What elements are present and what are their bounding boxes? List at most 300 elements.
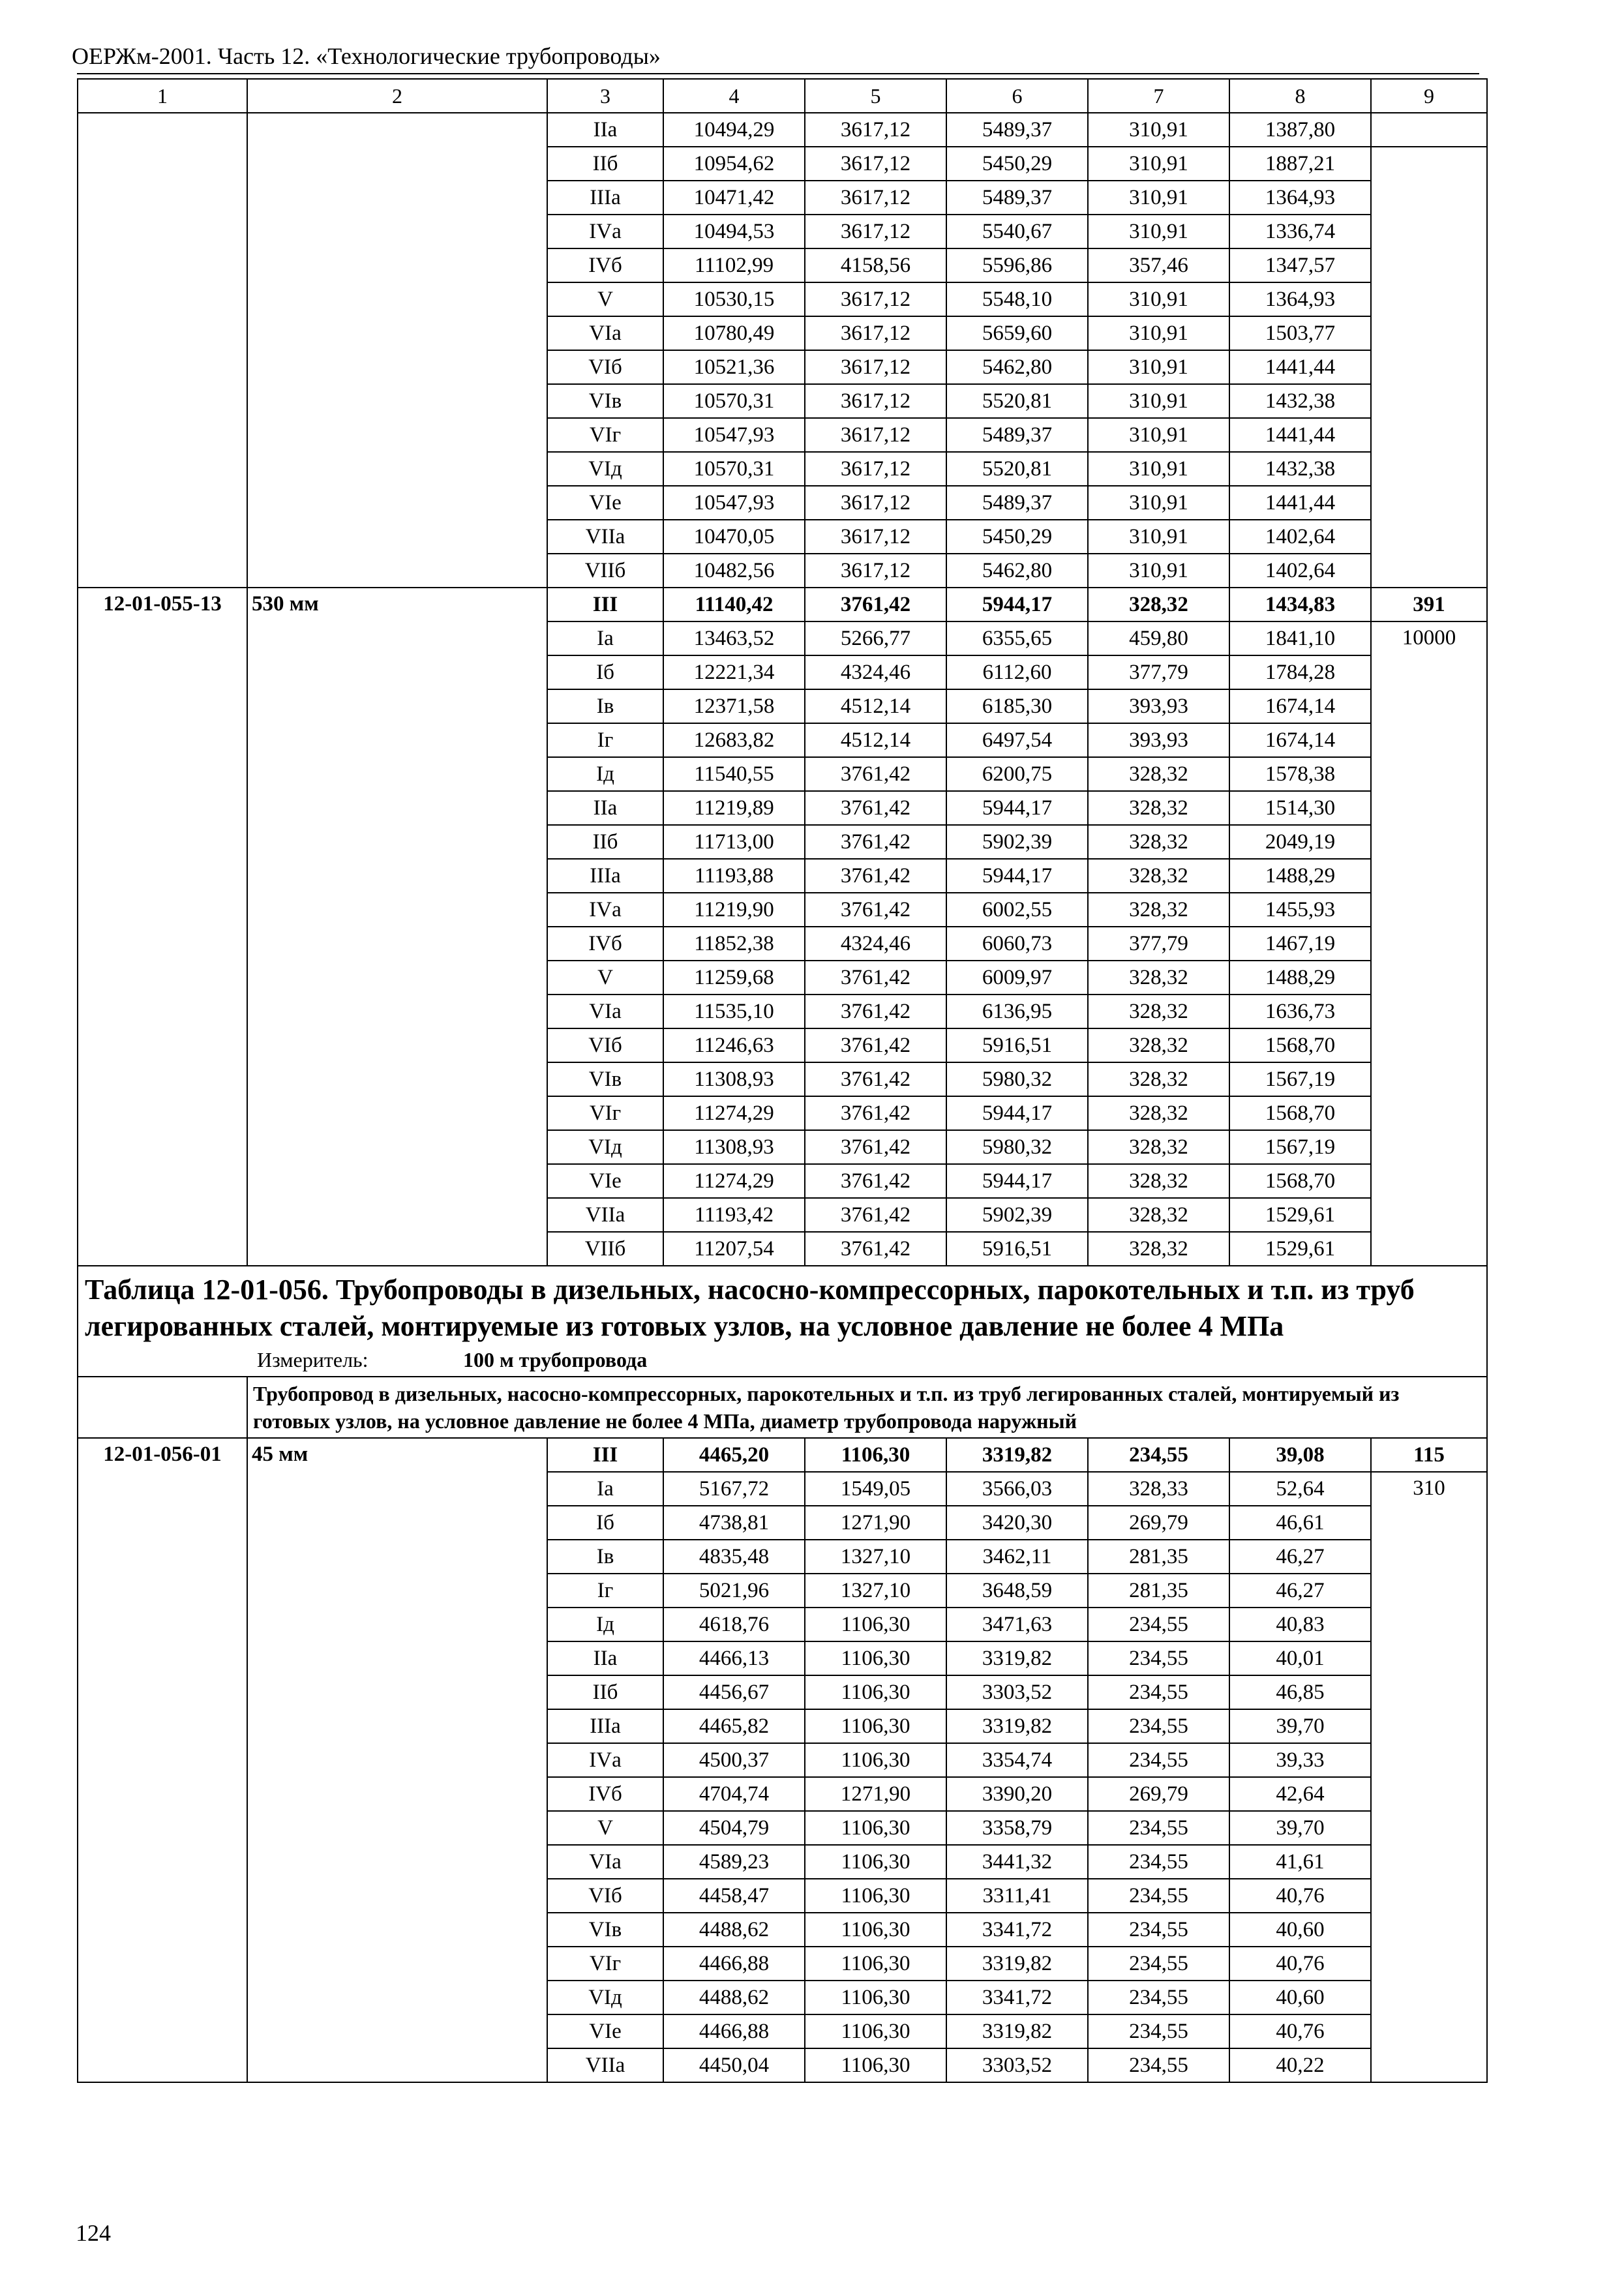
value-cell: 5944,17 <box>946 791 1088 825</box>
zone-cell: VIа <box>547 995 663 1028</box>
value-cell: 310,91 <box>1088 520 1229 554</box>
zone-cell: IVа <box>547 215 663 248</box>
value-cell: 6136,95 <box>946 995 1088 1028</box>
zone-cell: VIа <box>547 1845 663 1879</box>
value-cell: 4589,23 <box>663 1845 805 1879</box>
value-cell: 5520,81 <box>946 384 1088 418</box>
value-cell: 1434,83 <box>1229 588 1371 621</box>
value-cell: 40,76 <box>1229 1947 1371 1981</box>
value-cell: 39,08 <box>1229 1438 1371 1472</box>
value-cell: 234,55 <box>1088 1845 1229 1879</box>
zone-cell: Iд <box>547 757 663 791</box>
value-cell: 1106,30 <box>805 1879 946 1913</box>
value-cell: 41,61 <box>1229 1845 1371 1879</box>
value-cell: 5659,60 <box>946 316 1088 350</box>
value-cell: 3617,12 <box>805 418 946 452</box>
value-cell: 5540,67 <box>946 215 1088 248</box>
value-cell: 1441,44 <box>1229 486 1371 520</box>
value-cell: 11207,54 <box>663 1232 805 1266</box>
zone-cell: Iв <box>547 1540 663 1574</box>
zone-cell: IIIа <box>547 181 663 215</box>
table-row <box>78 1438 1487 1472</box>
zone-cell: VIIб <box>547 554 663 588</box>
value-cell: 6060,73 <box>946 927 1088 961</box>
value-cell: 1106,30 <box>805 1811 946 1845</box>
value-cell: 328,32 <box>1088 1130 1229 1164</box>
column-number: 9 <box>1371 79 1487 113</box>
value-cell: 3617,12 <box>805 554 946 588</box>
value-cell: 10547,93 <box>663 486 805 520</box>
value-cell: 11219,89 <box>663 791 805 825</box>
value-cell: 4618,76 <box>663 1608 805 1641</box>
unit-value: 100 м трубопровода <box>463 1348 648 1371</box>
value-cell: 3761,42 <box>805 757 946 791</box>
value-cell: 234,55 <box>1088 1981 1229 2014</box>
zone-cell: Iа <box>547 621 663 655</box>
value-cell: 1636,73 <box>1229 995 1371 1028</box>
zone-cell: VIе <box>547 1164 663 1198</box>
value-cell: 310,91 <box>1088 147 1229 181</box>
value-cell: 310,91 <box>1088 418 1229 452</box>
value-cell: 1674,14 <box>1229 723 1371 757</box>
value-cell: 40,01 <box>1229 1641 1371 1675</box>
value-cell: 328,32 <box>1088 791 1229 825</box>
value-cell: 4504,79 <box>663 1811 805 1845</box>
value-cell: 234,55 <box>1088 2014 1229 2048</box>
value-cell: 11259,68 <box>663 961 805 995</box>
value-cell: 3617,12 <box>805 113 946 147</box>
zone-cell: IIб <box>547 147 663 181</box>
value-cell: 1514,30 <box>1229 791 1371 825</box>
value-cell: 328,32 <box>1088 825 1229 859</box>
value-cell: 10570,31 <box>663 384 805 418</box>
value-cell: 459,80 <box>1088 621 1229 655</box>
value-cell: 5902,39 <box>946 825 1088 859</box>
value-cell: 39,70 <box>1229 1709 1371 1743</box>
zone-cell: IIIа <box>547 1709 663 1743</box>
value-cell: 10494,53 <box>663 215 805 248</box>
value-cell: 46,27 <box>1229 1540 1371 1574</box>
zone-cell: IIа <box>547 1641 663 1675</box>
value-cell: 234,55 <box>1088 1913 1229 1947</box>
value-cell: 1106,30 <box>805 1675 946 1709</box>
zone-cell: VIд <box>547 452 663 486</box>
value-cell: 3761,42 <box>805 791 946 825</box>
value-cell: 10471,42 <box>663 181 805 215</box>
zone-cell: VIб <box>547 1028 663 1062</box>
value-cell: 1488,29 <box>1229 859 1371 893</box>
value-cell: 3648,59 <box>946 1574 1088 1608</box>
value-cell: 4704,74 <box>663 1777 805 1811</box>
zone-cell: Iг <box>547 723 663 757</box>
value-cell: 40,76 <box>1229 2014 1371 2048</box>
value-cell: 4324,46 <box>805 927 946 961</box>
value-cell: 310,91 <box>1088 181 1229 215</box>
value-cell: 5548,10 <box>946 282 1088 316</box>
value-cell: 3761,42 <box>805 1062 946 1096</box>
value-cell: 6002,55 <box>946 893 1088 927</box>
value-cell: 1402,64 <box>1229 520 1371 554</box>
value-cell: 3761,42 <box>805 1096 946 1130</box>
extra-cell <box>1371 147 1487 588</box>
extra-cell <box>1371 113 1487 147</box>
column-number: 5 <box>805 79 946 113</box>
value-cell: 1432,38 <box>1229 452 1371 486</box>
value-cell: 1529,61 <box>1229 1198 1371 1232</box>
zone-cell: VIIа <box>547 2048 663 2082</box>
column-number: 3 <box>547 79 663 113</box>
value-cell: 269,79 <box>1088 1777 1229 1811</box>
value-cell: 234,55 <box>1088 1743 1229 1777</box>
zone-cell: VIд <box>547 1130 663 1164</box>
value-cell: 1567,19 <box>1229 1130 1371 1164</box>
zone-cell: V <box>547 282 663 316</box>
column-number: 2 <box>247 79 547 113</box>
value-cell: 3358,79 <box>946 1811 1088 1845</box>
value-cell: 3341,72 <box>946 1913 1088 1947</box>
value-cell: 1106,30 <box>805 1981 946 2014</box>
value-cell: 10954,62 <box>663 147 805 181</box>
zone-cell: IVа <box>547 1743 663 1777</box>
value-cell: 234,55 <box>1088 1675 1229 1709</box>
table-caption <box>78 1266 1487 1377</box>
value-cell: 4500,37 <box>663 1743 805 1777</box>
zone-cell: Iв <box>547 689 663 723</box>
value-cell: 4835,48 <box>663 1540 805 1574</box>
value-cell: 12371,58 <box>663 689 805 723</box>
value-cell: 5266,77 <box>805 621 946 655</box>
zone-cell: VIг <box>547 1096 663 1130</box>
zone-cell: VIб <box>547 1879 663 1913</box>
value-cell: 4466,88 <box>663 2014 805 2048</box>
value-cell: 52,64 <box>1229 1472 1371 1506</box>
value-cell: 46,85 <box>1229 1675 1371 1709</box>
value-cell: 328,32 <box>1088 1232 1229 1266</box>
value-cell: 1455,93 <box>1229 893 1371 927</box>
value-cell: 3761,42 <box>805 1232 946 1266</box>
value-cell: 4456,67 <box>663 1675 805 1709</box>
value-cell: 234,55 <box>1088 1709 1229 1743</box>
value-cell: 1106,30 <box>805 1438 946 1472</box>
value-cell: 5489,37 <box>946 486 1088 520</box>
extra-cell: 391 <box>1371 588 1487 621</box>
value-cell: 11246,63 <box>663 1028 805 1062</box>
value-cell: 5489,37 <box>946 181 1088 215</box>
value-cell: 4488,62 <box>663 1981 805 2014</box>
value-cell: 1488,29 <box>1229 961 1371 995</box>
value-cell: 1106,30 <box>805 2014 946 2048</box>
value-cell: 10547,93 <box>663 418 805 452</box>
zone-cell: III <box>547 1438 663 1472</box>
value-cell: 4465,20 <box>663 1438 805 1472</box>
value-cell: 3761,42 <box>805 588 946 621</box>
value-cell: 5944,17 <box>946 1164 1088 1198</box>
value-cell: 42,64 <box>1229 1777 1371 1811</box>
header-rule <box>77 73 1479 74</box>
value-cell: 328,32 <box>1088 1028 1229 1062</box>
value-cell: 328,32 <box>1088 961 1229 995</box>
value-cell: 4488,62 <box>663 1913 805 1947</box>
value-cell: 1441,44 <box>1229 418 1371 452</box>
value-cell: 5980,32 <box>946 1062 1088 1096</box>
value-cell: 3566,03 <box>946 1472 1088 1506</box>
value-cell: 5489,37 <box>946 418 1088 452</box>
value-cell: 40,83 <box>1229 1608 1371 1641</box>
value-cell: 3462,11 <box>946 1540 1088 1574</box>
value-cell: 1387,80 <box>1229 113 1371 147</box>
value-cell: 234,55 <box>1088 1947 1229 1981</box>
extra-cell: 115 <box>1371 1438 1487 1472</box>
value-cell: 1364,93 <box>1229 181 1371 215</box>
value-cell: 1106,30 <box>805 1608 946 1641</box>
value-cell: 393,93 <box>1088 723 1229 757</box>
value-cell: 3354,74 <box>946 1743 1088 1777</box>
zone-cell: VIд <box>547 1981 663 2014</box>
zone-cell: VIе <box>547 486 663 520</box>
unit-label: Измеритель: <box>257 1348 368 1371</box>
value-cell: 5489,37 <box>946 113 1088 147</box>
pipe-diameter: 530 мм <box>247 588 547 1266</box>
value-cell: 328,32 <box>1088 1096 1229 1130</box>
unit-line <box>85 1346 1480 1373</box>
value-cell: 328,32 <box>1088 1198 1229 1232</box>
value-cell: 11540,55 <box>663 757 805 791</box>
value-cell: 39,33 <box>1229 1743 1371 1777</box>
value-cell: 310,91 <box>1088 113 1229 147</box>
value-cell: 39,70 <box>1229 1811 1371 1845</box>
value-cell: 3617,12 <box>805 282 946 316</box>
value-cell: 3617,12 <box>805 147 946 181</box>
value-cell: 310,91 <box>1088 452 1229 486</box>
zone-cell: VIв <box>547 1913 663 1947</box>
value-cell: 3761,42 <box>805 859 946 893</box>
value-cell: 10530,15 <box>663 282 805 316</box>
value-cell: 3761,42 <box>805 1130 946 1164</box>
value-cell: 1674,14 <box>1229 689 1371 723</box>
value-cell: 4466,13 <box>663 1641 805 1675</box>
table-title: Таблица 12-01-056. Трубопроводы в дизельных, насосно-компрессорных, парокотельных и т.п. из труб легированных сталей, монтируемые из готовых узлов, на условное давление не более 4 МПа <box>85 1274 1415 1342</box>
value-cell: 5167,72 <box>663 1472 805 1506</box>
value-cell: 1568,70 <box>1229 1096 1371 1130</box>
page-number: 124 <box>76 2220 111 2246</box>
value-cell: 328,32 <box>1088 1062 1229 1096</box>
value-cell: 3319,82 <box>946 2014 1088 2048</box>
value-cell: 5944,17 <box>946 588 1088 621</box>
value-cell: 1347,57 <box>1229 248 1371 282</box>
value-cell: 1106,30 <box>805 2048 946 2082</box>
value-cell: 1271,90 <box>805 1506 946 1540</box>
value-cell: 4324,46 <box>805 655 946 689</box>
value-cell: 4158,56 <box>805 248 946 282</box>
value-cell: 1567,19 <box>1229 1062 1371 1096</box>
value-cell: 5902,39 <box>946 1198 1088 1232</box>
value-cell: 6185,30 <box>946 689 1088 723</box>
value-cell: 5021,96 <box>663 1574 805 1608</box>
value-cell: 393,93 <box>1088 689 1229 723</box>
zone-cell: IIIа <box>547 859 663 893</box>
value-cell: 40,60 <box>1229 1913 1371 1947</box>
value-cell: 5916,51 <box>946 1028 1088 1062</box>
column-number-row <box>78 79 1487 113</box>
value-cell: 10494,29 <box>663 113 805 147</box>
value-cell: 1402,64 <box>1229 554 1371 588</box>
value-cell: 310,91 <box>1088 316 1229 350</box>
value-cell: 6497,54 <box>946 723 1088 757</box>
value-cell: 3761,42 <box>805 995 946 1028</box>
value-cell: 281,35 <box>1088 1540 1229 1574</box>
zone-cell: Iб <box>547 1506 663 1540</box>
value-cell: 3761,42 <box>805 1028 946 1062</box>
table-caption-row <box>78 1266 1487 1377</box>
zone-cell: VIа <box>547 316 663 350</box>
zone-cell: IIа <box>547 791 663 825</box>
value-cell: 5944,17 <box>946 1096 1088 1130</box>
value-cell: 3761,42 <box>805 893 946 927</box>
value-cell: 11274,29 <box>663 1164 805 1198</box>
value-cell: 1106,30 <box>805 1743 946 1777</box>
value-cell: 1327,10 <box>805 1540 946 1574</box>
zone-cell: V <box>547 1811 663 1845</box>
zone-cell: VIIб <box>547 1232 663 1266</box>
value-cell: 1432,38 <box>1229 384 1371 418</box>
value-cell: 11140,42 <box>663 588 805 621</box>
value-cell: 3390,20 <box>946 1777 1088 1811</box>
value-cell: 10470,05 <box>663 520 805 554</box>
value-cell: 5462,80 <box>946 350 1088 384</box>
column-number: 6 <box>946 79 1088 113</box>
zone-cell: IVб <box>547 248 663 282</box>
value-cell: 5450,29 <box>946 520 1088 554</box>
value-cell: 11274,29 <box>663 1096 805 1130</box>
value-cell: 46,61 <box>1229 1506 1371 1540</box>
zone-cell: VIв <box>547 1062 663 1096</box>
value-cell: 377,79 <box>1088 927 1229 961</box>
value-cell: 3617,12 <box>805 384 946 418</box>
value-cell: 234,55 <box>1088 1438 1229 1472</box>
value-cell: 4458,47 <box>663 1879 805 1913</box>
value-cell: 5980,32 <box>946 1130 1088 1164</box>
rates-table <box>77 78 1488 2083</box>
zone-cell: VIг <box>547 418 663 452</box>
value-cell: 357,46 <box>1088 248 1229 282</box>
value-cell: 3471,63 <box>946 1608 1088 1641</box>
value-cell: 13463,52 <box>663 621 805 655</box>
value-cell: 11193,88 <box>663 859 805 893</box>
description-row <box>78 1377 1487 1438</box>
value-cell: 11308,93 <box>663 1062 805 1096</box>
value-cell: 310,91 <box>1088 486 1229 520</box>
zone-cell: IIа <box>547 113 663 147</box>
value-cell: 3761,42 <box>805 1164 946 1198</box>
table-row <box>78 588 1487 621</box>
value-cell: 10570,31 <box>663 452 805 486</box>
value-cell: 12683,82 <box>663 723 805 757</box>
value-cell: 3761,42 <box>805 961 946 995</box>
value-cell: 46,27 <box>1229 1574 1371 1608</box>
value-cell: 234,55 <box>1088 1811 1229 1845</box>
value-cell: 3617,12 <box>805 452 946 486</box>
value-cell: 1364,93 <box>1229 282 1371 316</box>
value-cell: 11102,99 <box>663 248 805 282</box>
value-cell: 3319,82 <box>946 1641 1088 1675</box>
value-cell: 3303,52 <box>946 2048 1088 2082</box>
column-number: 8 <box>1229 79 1371 113</box>
value-cell: 3319,82 <box>946 1438 1088 1472</box>
value-cell: 11308,93 <box>663 1130 805 1164</box>
value-cell: 3303,52 <box>946 1675 1088 1709</box>
value-cell: 40,60 <box>1229 1981 1371 2014</box>
value-cell: 5520,81 <box>946 452 1088 486</box>
value-cell: 3441,32 <box>946 1845 1088 1879</box>
value-cell: 1336,74 <box>1229 215 1371 248</box>
value-cell: 310,91 <box>1088 554 1229 588</box>
value-cell: 310,91 <box>1088 215 1229 248</box>
running-title: ОЕРЖм-2001. Часть 12. «Технологические трубопроводы» <box>72 43 661 69</box>
value-cell: 3341,72 <box>946 1981 1088 2014</box>
zone-cell: IIб <box>547 825 663 859</box>
value-cell: 1106,30 <box>805 1947 946 1981</box>
value-cell: 328,32 <box>1088 1164 1229 1198</box>
value-cell: 5944,17 <box>946 859 1088 893</box>
column-number: 4 <box>663 79 805 113</box>
zone-cell: IVб <box>547 927 663 961</box>
value-cell: 40,22 <box>1229 2048 1371 2082</box>
value-cell: 3617,12 <box>805 316 946 350</box>
value-cell: 3617,12 <box>805 181 946 215</box>
rate-code: 12-01-055-13 <box>78 588 247 1266</box>
value-cell: 1467,19 <box>1229 927 1371 961</box>
value-cell: 1841,10 <box>1229 621 1371 655</box>
value-cell: 1887,21 <box>1229 147 1371 181</box>
zone-cell: Iа <box>547 1472 663 1506</box>
value-cell: 281,35 <box>1088 1574 1229 1608</box>
zone-cell: Iб <box>547 655 663 689</box>
zone-cell: VIIа <box>547 520 663 554</box>
value-cell: 6112,60 <box>946 655 1088 689</box>
value-cell: 234,55 <box>1088 1608 1229 1641</box>
extra-cell: 10000 <box>1371 621 1487 1266</box>
value-cell: 11193,42 <box>663 1198 805 1232</box>
value-cell: 269,79 <box>1088 1506 1229 1540</box>
value-cell: 4465,82 <box>663 1709 805 1743</box>
value-cell: 310,91 <box>1088 282 1229 316</box>
value-cell: 5916,51 <box>946 1232 1088 1266</box>
value-cell: 234,55 <box>1088 1641 1229 1675</box>
value-cell: 328,32 <box>1088 995 1229 1028</box>
value-cell: 4512,14 <box>805 723 946 757</box>
value-cell: 4512,14 <box>805 689 946 723</box>
value-cell: 3761,42 <box>805 825 946 859</box>
value-cell: 1503,77 <box>1229 316 1371 350</box>
rates-table-body <box>78 79 1487 2082</box>
value-cell: 10482,56 <box>663 554 805 588</box>
value-cell: 1106,30 <box>805 1845 946 1879</box>
zone-cell: VIIа <box>547 1198 663 1232</box>
value-cell: 11713,00 <box>663 825 805 859</box>
value-cell: 4450,04 <box>663 2048 805 2082</box>
value-cell: 234,55 <box>1088 1879 1229 1913</box>
value-cell: 3617,12 <box>805 520 946 554</box>
value-cell: 3761,42 <box>805 1198 946 1232</box>
zone-cell: Iд <box>547 1608 663 1641</box>
value-cell: 5596,86 <box>946 248 1088 282</box>
value-cell: 328,32 <box>1088 859 1229 893</box>
value-cell: 3617,12 <box>805 215 946 248</box>
zone-cell: IIб <box>547 1675 663 1709</box>
value-cell: 1106,30 <box>805 1709 946 1743</box>
value-cell: 6355,65 <box>946 621 1088 655</box>
value-cell: 10521,36 <box>663 350 805 384</box>
